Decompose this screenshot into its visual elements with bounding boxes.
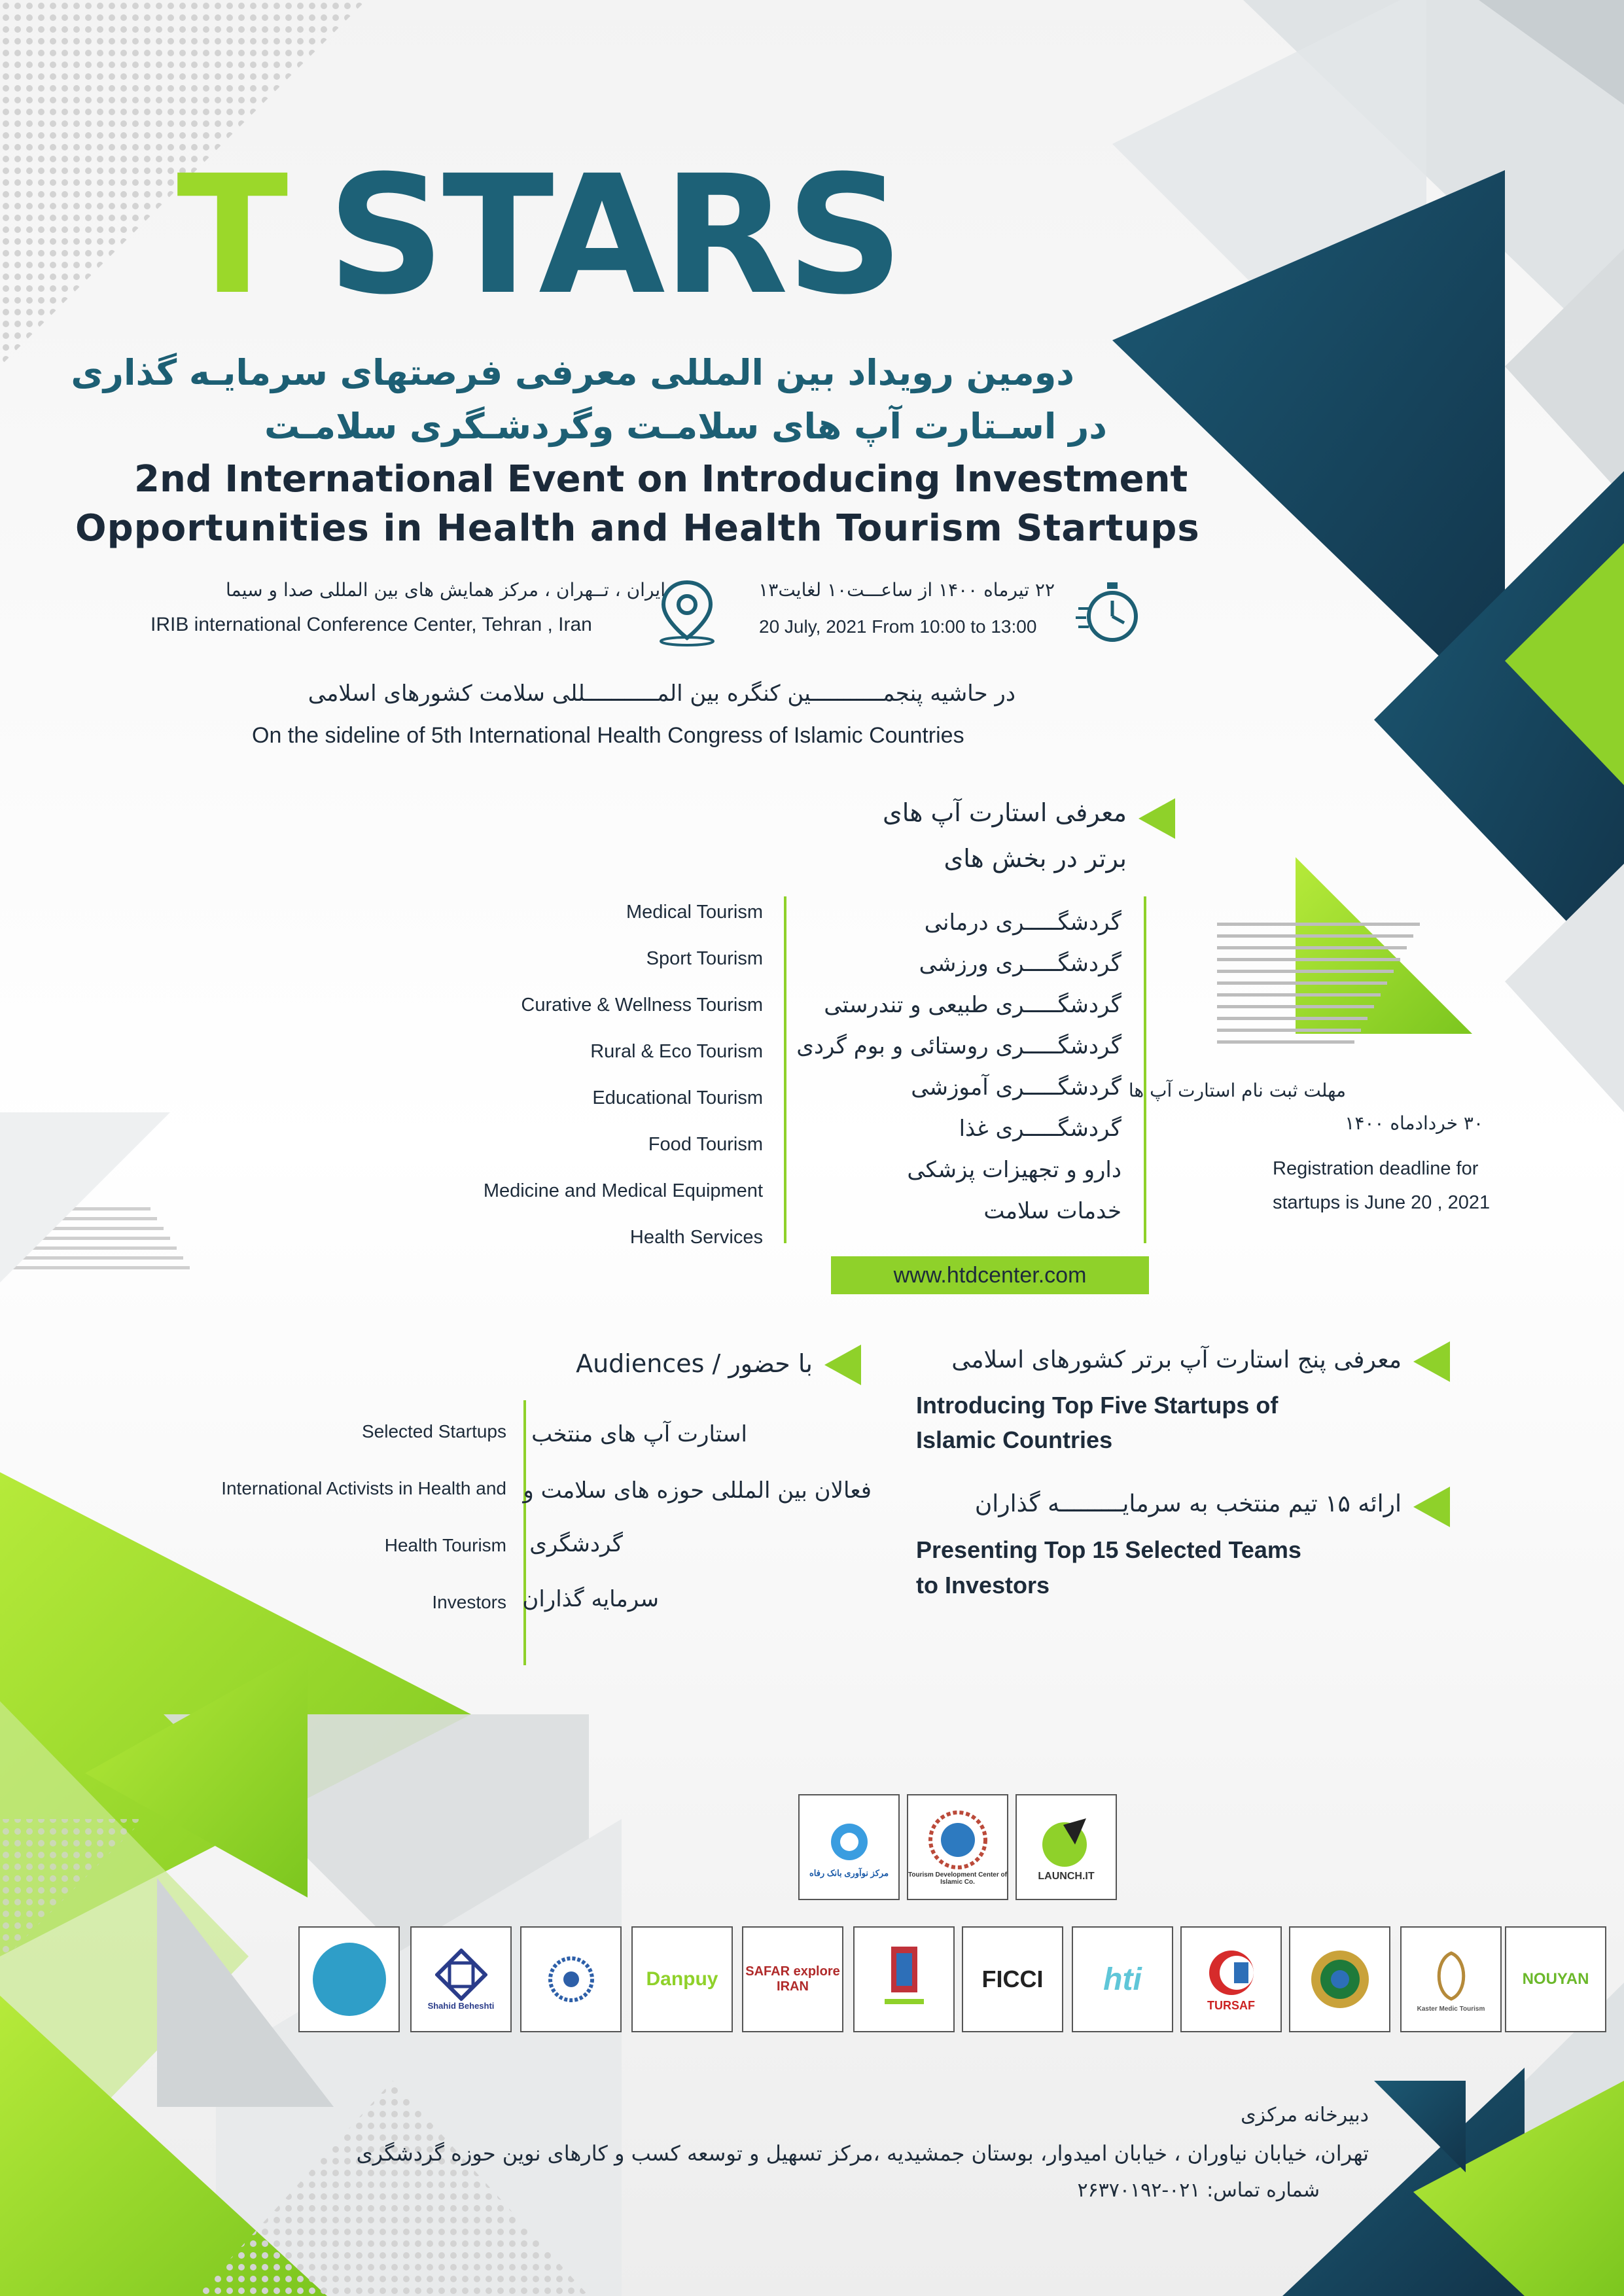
logo-world-tourism-center: [298, 1926, 400, 2032]
top5-en-1: Introducing Top Five Startups of: [916, 1392, 1279, 1419]
audience-fa-3: گردشگری: [529, 1531, 623, 1557]
divider-sectors-right: [1144, 896, 1146, 1243]
logo-chamber-commerce: [520, 1926, 622, 2032]
top5-fa: معرفی پنج استارت آپ برتر کشورهای اسلامی: [951, 1347, 1402, 1373]
logo-shahid-beheshti: Shahid Beheshti: [410, 1926, 512, 2032]
sectors-heading-1: معرفی استارت آپ های: [883, 798, 1127, 827]
date-fa: ۲۲ تیرماه ۱۴۰۰ از ساعـــت۱۰ لغایت۱۳: [758, 579, 1055, 601]
title-fa-line-1: دومین رویداد بین المللی معرفی فرصتهای سرمایـه گذاری: [71, 352, 1074, 393]
logo-emblem-green: [1289, 1926, 1390, 2032]
sideline-fa: در حاشیه پنجمـــــــــــین کنگره بین المـــــــــــللی سلامت کشورهای اسلامی: [308, 680, 1015, 707]
title-en-line-2: Opportunities in Health and Health Tourism Startups: [75, 507, 1200, 550]
logo-tursaf: TURSAF: [1180, 1926, 1282, 2032]
heritage-emblem-icon: [878, 1940, 930, 2019]
sector-en-5: Educational Tourism: [592, 1087, 763, 1108]
tursaf-crescent-icon: [1205, 1947, 1258, 1999]
logo-iran-heritage: [853, 1926, 955, 2032]
green-arrow-icon: [824, 1345, 861, 1385]
logo-letters-stars: STARS: [327, 140, 902, 330]
venue-en: IRIB international Conference Center, Tehran , Iran: [150, 614, 592, 635]
mosaic-emblem-icon: [927, 1809, 989, 1871]
deadline-fa-1: مهلت ثبت نام استارت آپ ها: [1128, 1080, 1346, 1101]
sector-en-8: Health Services: [629, 1227, 763, 1248]
venue-fa: ایران ، تــهران ، مرکز همایش های بین المللی صدا و سیما: [226, 579, 665, 601]
refah-bank-icon: [820, 1816, 879, 1868]
chamber-emblem-icon: [545, 1953, 597, 2005]
ministry-emblem-icon: [1304, 1943, 1376, 2015]
title-fa-line-2: در اسـتارت آپ های سلامـت وگردشـگری سلامـت: [264, 406, 1107, 447]
sector-fa-4: گردشگـــــری روستائی و بوم گردی: [796, 1033, 1121, 1059]
sector-fa-8: خدمات سلامت: [983, 1198, 1121, 1224]
tstars-logo: [164, 140, 1040, 330]
stopwatch-icon: [1073, 576, 1145, 648]
audience-fa-2: فعالان بین المللی حوزه های سلامت و: [523, 1477, 872, 1504]
logo-ficci: FICCI: [962, 1926, 1063, 2032]
sector-en-7: Medicine and Medical Equipment: [483, 1180, 763, 1201]
address: تهران، خیابان نیاوران ، خیابان امیدوار، بوستان جمشیدیه ،مرکز تسهیل و توسعه کسب و کارهای نوین حوزه گردشگری: [356, 2141, 1369, 2166]
logo-launch-it: LAUNCH.IT: [1015, 1794, 1117, 1900]
secretariat-label: دبیرخانه مرکزی: [1241, 2104, 1369, 2127]
kaster-emblem-icon: [1422, 1947, 1481, 2005]
deadline-en-2: startups is June 20 , 2021: [1273, 1192, 1491, 1213]
audience-en-1: Selected Startups: [361, 1421, 506, 1441]
green-arrow-icon: [1413, 1341, 1450, 1382]
logo-kaster-medic: Kaster Medic Tourism: [1400, 1926, 1502, 2032]
logo-refah-bank-innovation: مرکز نوآوری بانک رفاه: [798, 1794, 900, 1900]
sector-fa-3: گردشگـــــری طبیعی و تندرستی: [824, 992, 1121, 1018]
sector-fa-2: گردشگـــــری ورزشی: [919, 951, 1121, 977]
sector-en-4: Rural & Eco Tourism: [590, 1041, 763, 1062]
audiences-heading: با حضور / Audiences: [576, 1349, 813, 1378]
website-link[interactable]: www.htdcenter.com: [831, 1256, 1149, 1294]
sector-fa-1: گردشگـــــری درمانی: [924, 910, 1121, 936]
location-pin-icon: [654, 576, 720, 648]
sectors-heading-2: برتر در بخش های: [944, 844, 1127, 873]
green-arrow-icon: [1139, 798, 1175, 839]
sector-en-3: Curative & Wellness Tourism: [521, 995, 763, 1016]
audience-fa-1: استارت آپ های منتخب: [531, 1421, 747, 1447]
sector-fa-5: گردشگـــــری آموزشی: [911, 1074, 1121, 1101]
top15-fa: ارائه ۱۵ تیم منتخب به سرمایـــــــــه گذاران: [974, 1491, 1402, 1517]
logo-hti: hti: [1072, 1926, 1173, 2032]
audience-en-4: Investors: [432, 1592, 506, 1612]
beheshti-emblem-icon: [435, 1949, 487, 2001]
date-en: 20 July, 2021 From 10:00 to 13:00: [759, 616, 1037, 637]
audience-fa-4: سرمایه گذاران: [522, 1586, 659, 1612]
logo-tourism-dev-center: Tourism Development Center of Islamic Co.: [907, 1794, 1008, 1900]
top15-en-2: to Investors: [916, 1572, 1050, 1598]
divider-audiences: [523, 1400, 526, 1665]
sector-fa-6: گردشگـــــری غذا: [959, 1116, 1121, 1142]
title-en-line-1: 2nd International Event on Introducing Investment: [134, 458, 1188, 501]
audience-en-2: International Activists in Health and: [221, 1478, 506, 1498]
sector-en-6: Food Tourism: [648, 1134, 763, 1155]
deadline-fa-2: ۳۰ خردادماه ۱۴۰۰: [1345, 1112, 1483, 1134]
green-arrow-icon: [1413, 1487, 1450, 1527]
logo-safar: SAFAR explore IRAN: [742, 1926, 843, 2032]
sector-en-2: Sport Tourism: [646, 948, 763, 969]
audience-en-3: Health Tourism: [384, 1535, 506, 1555]
top5-en-2: Islamic Countries: [916, 1426, 1113, 1453]
tourism-center-emblem-icon: [310, 1940, 389, 2019]
sector-en-1: Medical Tourism: [626, 902, 763, 923]
logo-danpuy: Danpuy: [631, 1926, 733, 2032]
logo-nouyan: NOUYAN: [1505, 1926, 1606, 2032]
top15-en-1: Presenting Top 15 Selected Teams: [916, 1536, 1301, 1563]
sideline-en: On the sideline of 5th International Health Congress of Islamic Countries: [252, 723, 964, 748]
launch-it-icon: [1037, 1812, 1096, 1871]
divider-sectors-left: [784, 896, 786, 1243]
deadline-en-1: Registration deadline for: [1273, 1158, 1479, 1179]
sector-fa-7: دارو و تجهیزات پزشکی: [907, 1157, 1121, 1183]
phone[interactable]: شماره تماس: ۰۲۱-۲۶۳۷۰۱۹۲: [1077, 2179, 1320, 2202]
logo-letter-t: T: [177, 140, 286, 330]
